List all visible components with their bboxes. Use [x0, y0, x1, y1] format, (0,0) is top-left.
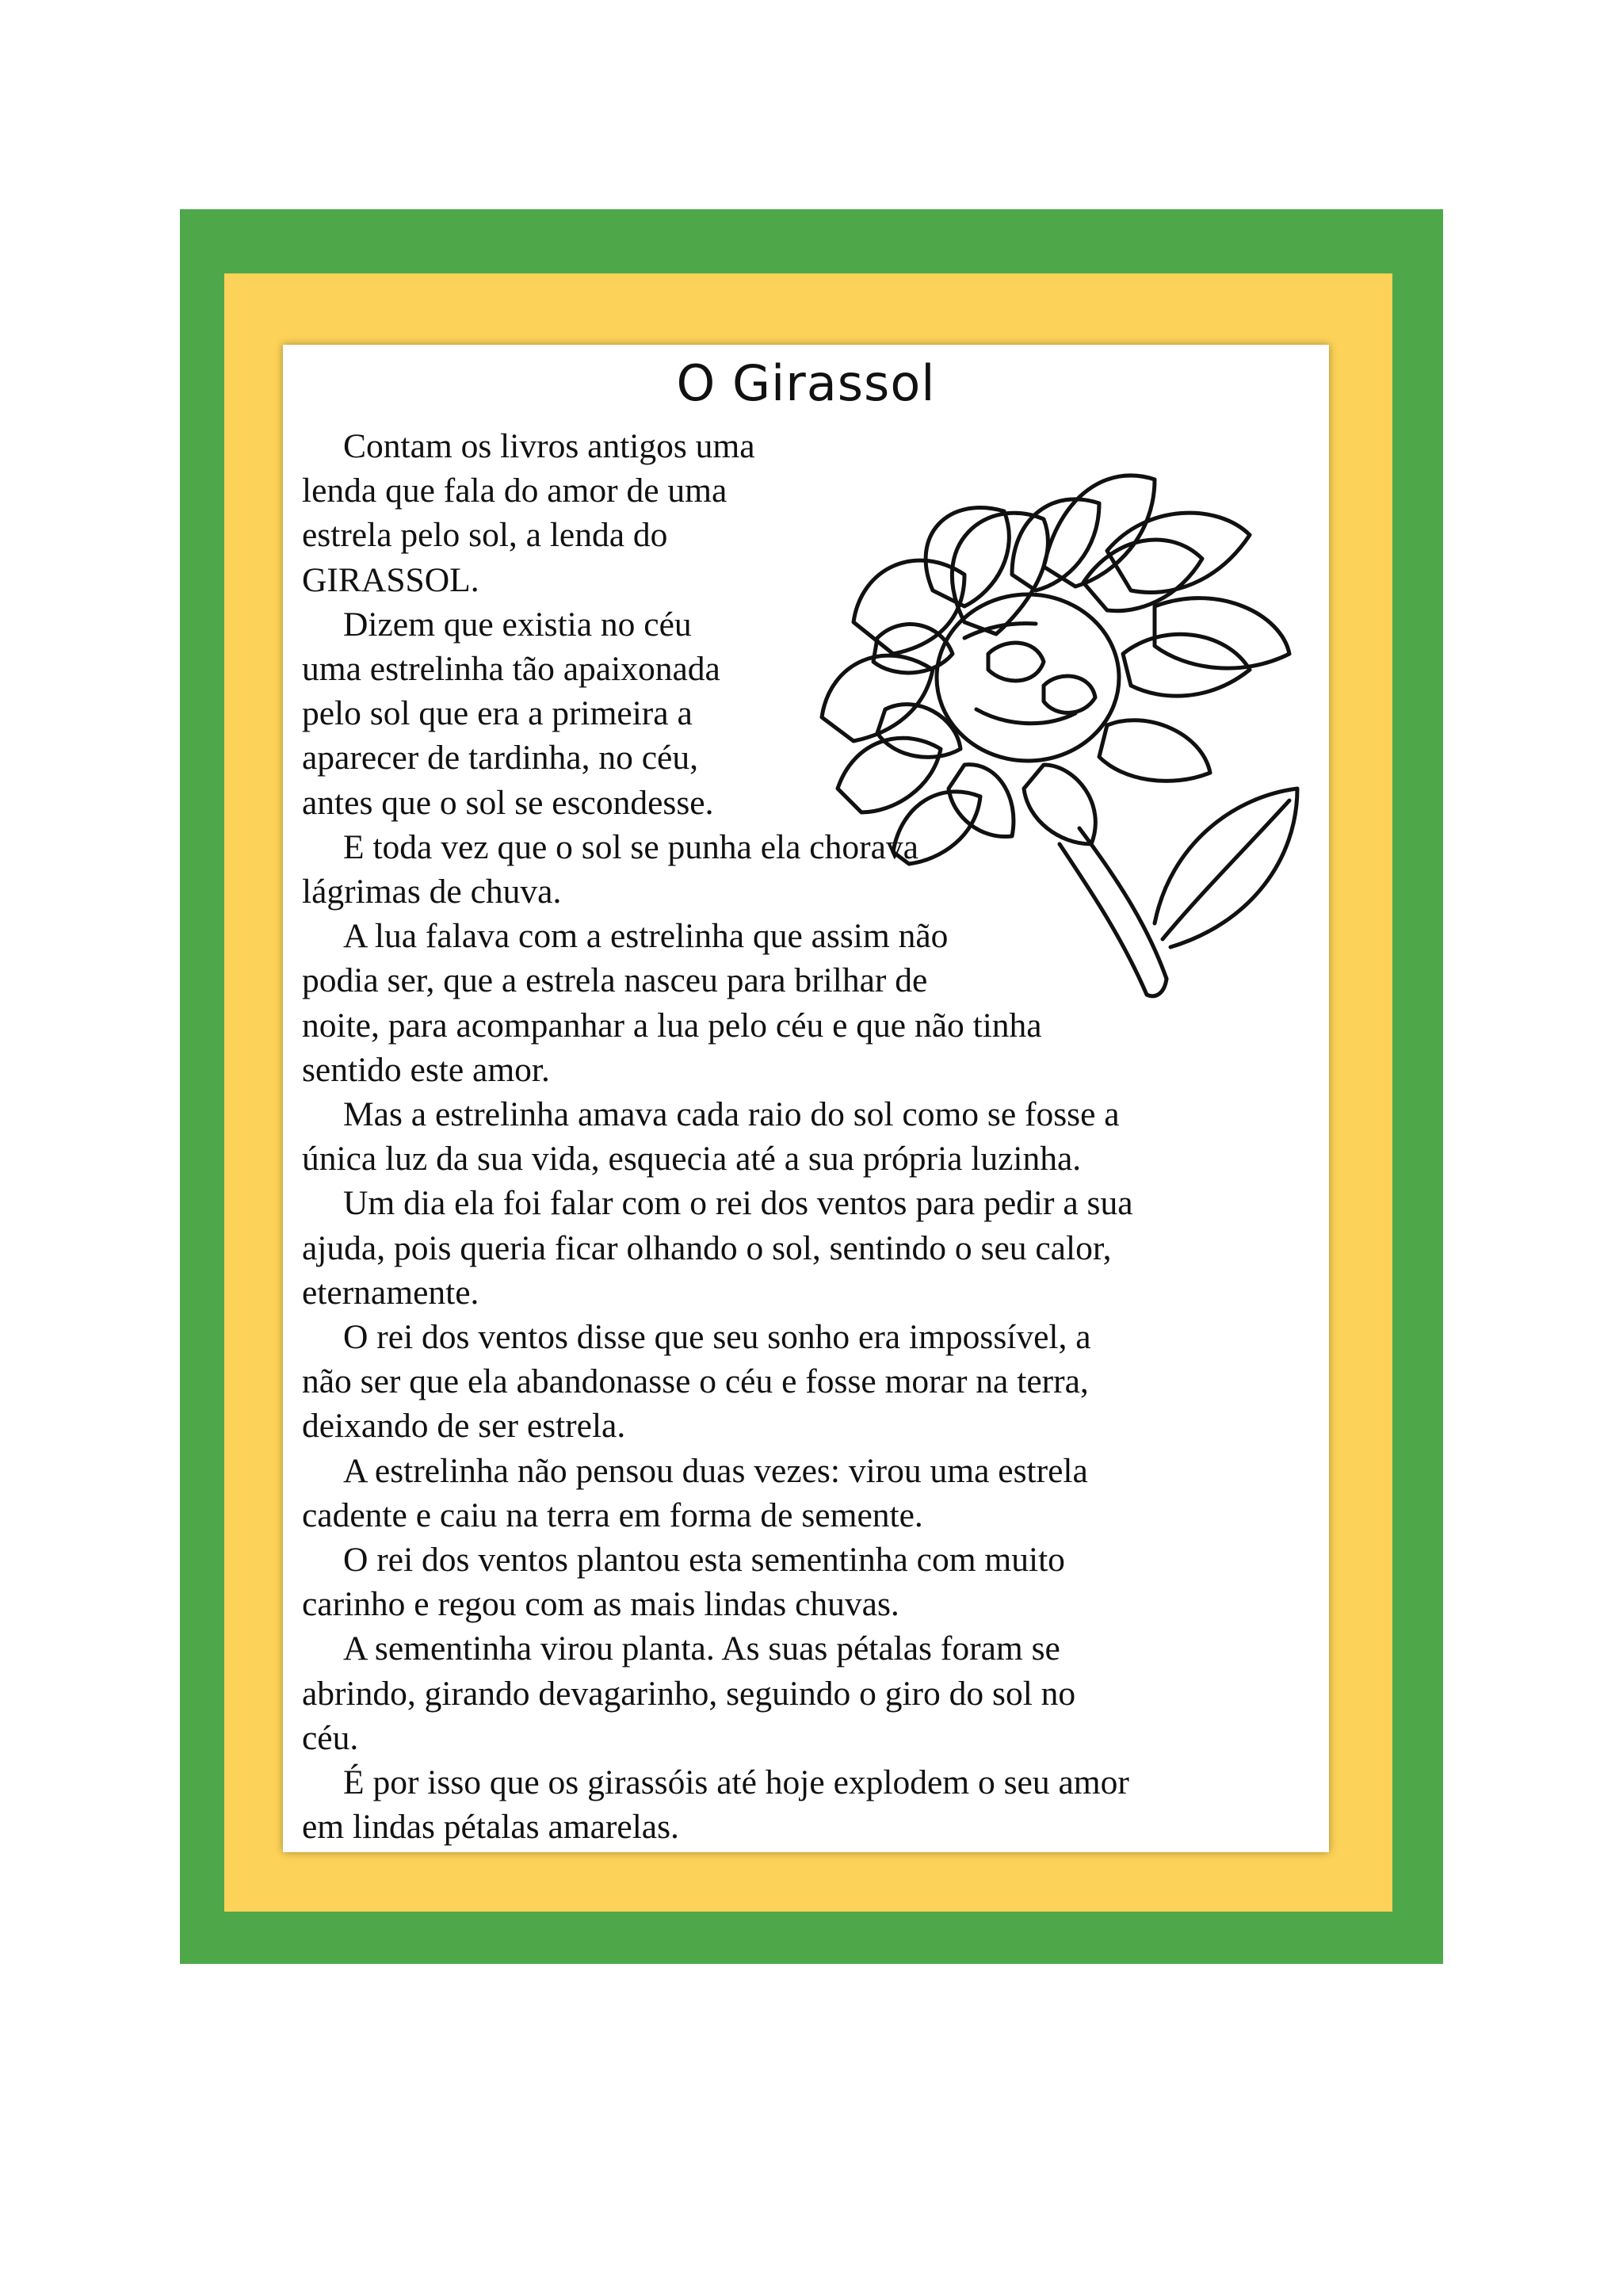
story-line: sentido este amor.	[302, 1050, 550, 1089]
story-line: única luz da sua vida, esquecia até a sua própria luzinha.	[302, 1140, 1082, 1179]
story-text	[302, 424, 1316, 1850]
story-line: podia ser, que a estrela nasceu para brilhar de	[302, 961, 928, 1000]
story-line: A estrelinha não pensou duas vezes: virou uma estrela	[343, 1451, 1088, 1490]
story-line: Um dia ela foi falar com o rei dos ventos para pedir a sua	[343, 1184, 1133, 1223]
story-line: céu.	[302, 1718, 359, 1757]
story-line: A sementinha virou planta. As suas pétalas foram se	[343, 1629, 1060, 1668]
story-line: E toda vez que o sol se punha ela chorava	[343, 827, 918, 866]
story-line: Contam os livros antigos uma	[343, 427, 755, 465]
story-line: aparecer de tardinha, no céu,	[302, 739, 698, 777]
story-line: O rei dos ventos plantou esta sementinha com muito	[343, 1541, 1065, 1580]
story-line: deixando de ser estrela.	[302, 1407, 626, 1446]
story-line: Dizem que existia no céu	[343, 605, 692, 644]
page-title: O Girassol	[676, 354, 936, 412]
story-line: Mas a estrelinha amava cada raio do sol como se fosse a	[343, 1095, 1120, 1134]
story-line: não ser que ela abandonasse o céu e fosse morar na terra,	[302, 1362, 1089, 1401]
story-line: GIRASSOL.	[302, 560, 479, 599]
story-line: carinho e regou com as mais lindas chuvas.	[302, 1585, 899, 1624]
story-line: noite, para acompanhar a lua pelo céu e que não tinha	[302, 1006, 1042, 1045]
story-line: lágrimas de chuva.	[302, 873, 562, 911]
story-line: ajuda, pois queria ficar olhando o sol, sentindo o seu calor,	[302, 1228, 1112, 1267]
story-line: uma estrelinha tão apaixonada	[302, 650, 720, 689]
story-line: em lindas pétalas amarelas.	[302, 1808, 679, 1847]
story-line: É por isso que os girassóis até hoje explodem o seu amor	[343, 1763, 1129, 1802]
story-line: lenda que fala do amor de uma	[302, 472, 727, 510]
story-line: antes que o sol se escondesse.	[302, 783, 714, 822]
story-line: pelo sol que era a primeira a	[302, 694, 693, 733]
story-card	[283, 345, 1329, 1852]
story-line: eternamente.	[302, 1273, 479, 1312]
story-line: A lua falava com a estrelinha que assim não	[343, 917, 949, 956]
story-line: cadente e caiu na terra em forma de semente.	[302, 1496, 923, 1534]
story-line: O rei dos ventos disse que seu sonho era impossível, a	[343, 1318, 1091, 1357]
story-line: estrela pelo sol, a lenda do	[302, 516, 668, 555]
story-line: abrindo, girando devagarinho, seguindo o giro do sol no	[302, 1674, 1076, 1713]
